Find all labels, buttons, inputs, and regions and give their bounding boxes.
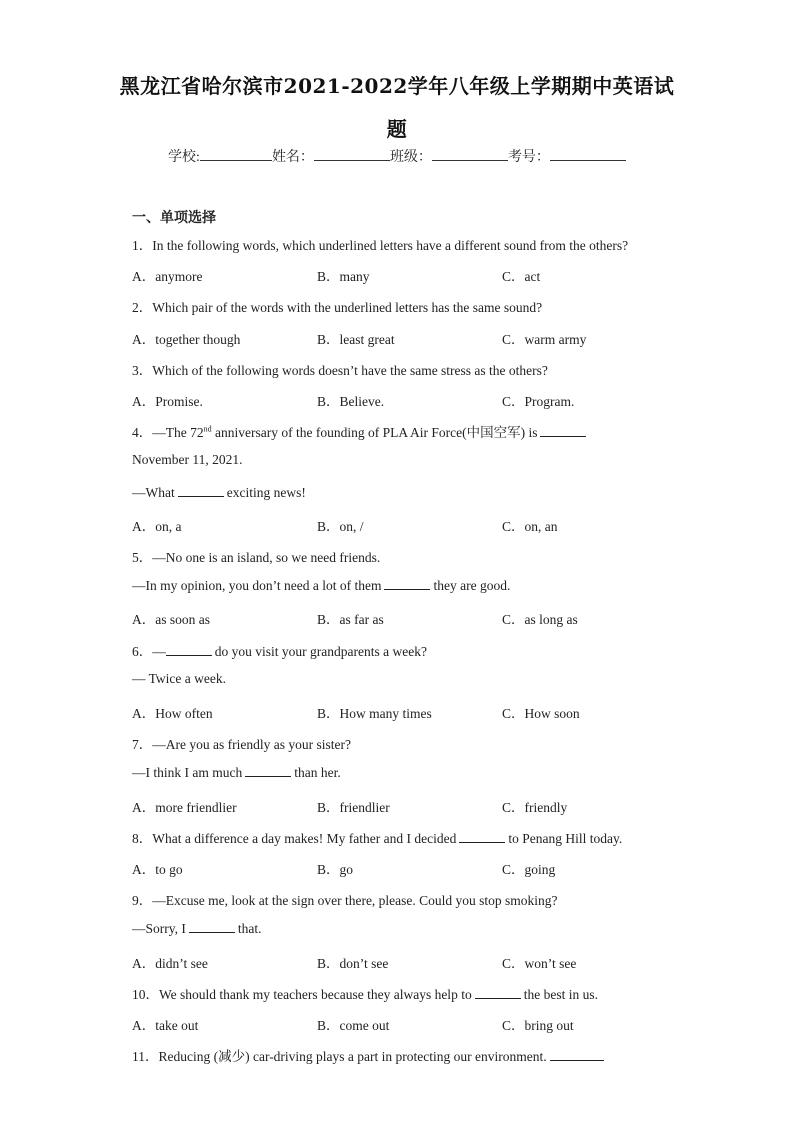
q10-stem-part2: the best in us. — [523, 987, 598, 1002]
question-7-stem: 7．—Are you as friendly as your sister? — [132, 737, 351, 752]
q9-line2-part2: that. — [237, 921, 262, 936]
q8-stem-part1: 8．What a difference a day makes! My father and I decided — [132, 831, 457, 846]
q9-option-c[interactable]: C．won’t see — [502, 956, 577, 971]
q8-blank[interactable] — [459, 830, 505, 843]
q7-option-b[interactable]: B．friendlier — [317, 800, 390, 815]
question-6-stem — [132, 640, 427, 660]
q9-option-b[interactable]: B．don’t see — [317, 956, 389, 971]
q2-option-c[interactable]: C．warm army — [502, 332, 587, 347]
question-3-stem: 3．Which of the following words doesn’t have the same stress as the others? — [132, 363, 548, 378]
name-blank[interactable] — [314, 146, 390, 161]
q4-blank-1[interactable] — [540, 424, 586, 437]
q1-option-b[interactable]: B．many — [317, 269, 370, 284]
q4-line3-part1: —What — [132, 485, 175, 500]
q5-blank[interactable] — [384, 577, 430, 590]
q4-option-b[interactable]: B．on, / — [317, 519, 364, 534]
question-11-stem — [132, 1045, 607, 1065]
q6-option-a[interactable]: A．How often — [132, 706, 213, 721]
q1-option-a[interactable]: A．anymore — [132, 269, 203, 284]
q5-option-a[interactable]: A．as soon as — [132, 612, 210, 627]
q6-stem-part2: do you visit your grandparents a week? — [214, 644, 427, 659]
q8-option-a[interactable]: A．to go — [132, 862, 183, 877]
q10-option-c[interactable]: C．bring out — [502, 1018, 574, 1033]
q8-option-c[interactable]: C．going — [502, 862, 556, 877]
q4-blank-2[interactable] — [178, 484, 224, 497]
q5-line2-part2: they are good. — [433, 578, 511, 593]
question-2-stem: 2．Which pair of the words with the underlined letters has the same sound? — [132, 300, 543, 315]
exam-title-line1: 黑龙江省哈尔滨市2021-2022学年八年级上学期期中英语试 — [119, 74, 675, 98]
q7-option-c[interactable]: C．friendly — [502, 800, 568, 815]
question-6-stem-line2: — Twice a week. — [132, 671, 227, 686]
q6-blank[interactable] — [166, 643, 212, 656]
exam-title-line2: 题 — [386, 117, 408, 141]
number-blank[interactable] — [550, 146, 626, 161]
q3-option-a[interactable]: A．Promise. — [132, 394, 203, 409]
q4-stem-part1: 4．—The 72 — [132, 425, 204, 440]
section-heading: 一、单项选择 — [132, 210, 216, 226]
number-label: 考号： — [507, 150, 550, 165]
q10-option-b[interactable]: B．come out — [317, 1018, 390, 1033]
class-blank[interactable] — [432, 146, 508, 161]
student-info-row — [0, 146, 794, 166]
q6-option-b[interactable]: B．How many times — [317, 706, 432, 721]
question-4-stem-line2: November 11, 2021. — [132, 452, 243, 467]
q2-option-b[interactable]: B．least great — [317, 332, 395, 347]
q5-option-b[interactable]: B．as far as — [317, 612, 384, 627]
q11-blank[interactable] — [550, 1048, 604, 1061]
question-5-stem: 5．—No one is an island, so we need friends. — [132, 550, 381, 565]
q7-blank[interactable] — [245, 764, 291, 777]
question-9-stem-line2 — [132, 920, 262, 937]
q7-line2-part1: —I think I am much — [132, 765, 243, 780]
q5-option-c[interactable]: C．as long as — [502, 612, 578, 627]
q4-ordinal-suffix: nd — [203, 424, 212, 434]
q7-option-a[interactable]: A．more friendlier — [132, 800, 237, 815]
question-5-stem-line2 — [132, 577, 510, 594]
q4-option-c[interactable]: C．on, an — [502, 519, 558, 534]
q6-option-c[interactable]: C．How soon — [502, 706, 580, 721]
q7-line2-part2: than her. — [294, 765, 341, 780]
school-label: 学校: — [168, 150, 200, 165]
question-7-stem-line2 — [132, 764, 341, 781]
question-4-stem — [132, 421, 589, 441]
question-1-stem: 1．In the following words, which underlined letters have a different sound from the others? — [132, 238, 629, 253]
q3-option-b[interactable]: B．Believe. — [317, 394, 385, 409]
q8-option-b[interactable]: B．go — [317, 862, 354, 877]
q4-line3-part2: exciting news! — [226, 485, 306, 500]
q10-option-a[interactable]: A．take out — [132, 1018, 199, 1033]
q10-stem-part1: 10．We should thank my teachers because they always help to — [132, 987, 472, 1002]
question-4-stem-line3 — [132, 484, 306, 501]
q6-stem-part1: 6．— — [132, 644, 166, 659]
class-label: 班级： — [389, 150, 432, 165]
q9-line2-part1: —Sorry, I — [132, 921, 186, 936]
q3-option-c[interactable]: C．Program. — [502, 394, 575, 409]
question-8-stem — [132, 827, 622, 847]
q2-option-a[interactable]: A．together though — [132, 332, 241, 347]
q11-stem-text: 11．Reducing (减少) car-driving plays a part in protecting our environment. — [132, 1049, 547, 1064]
q4-stem-part2: anniversary of the founding of PLA Air Force(中国空军) is — [211, 425, 538, 440]
name-label: 姓名： — [271, 150, 314, 165]
q8-stem-part2: to Penang Hill today. — [508, 831, 623, 846]
q9-option-a[interactable]: A．didn’t see — [132, 956, 208, 971]
question-9-stem: 9．—Excuse me, look at the sign over there, please. Could you stop smoking? — [132, 893, 558, 908]
q5-line2-part1: —In my opinion, you don’t need a lot of them — [132, 578, 382, 593]
question-10-stem — [132, 983, 598, 1003]
q10-blank[interactable] — [475, 986, 521, 999]
q4-option-a[interactable]: A．on, a — [132, 519, 182, 534]
q9-blank[interactable] — [189, 920, 235, 933]
q1-option-c[interactable]: C．act — [502, 269, 541, 284]
school-blank[interactable] — [200, 146, 272, 161]
